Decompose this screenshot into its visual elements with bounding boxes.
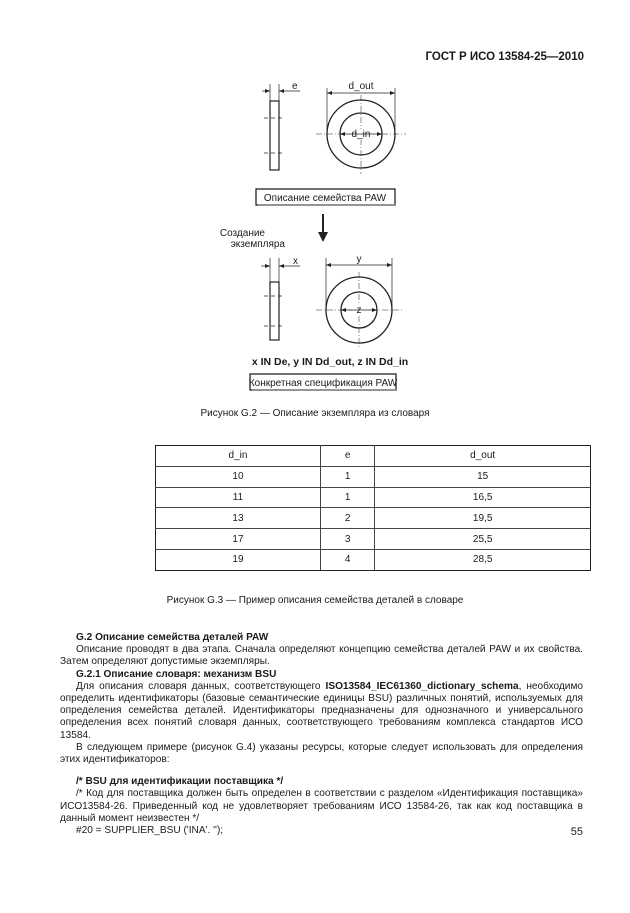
table-cell: 17 [156,529,321,550]
table-cell: 25,5 [375,529,591,550]
table-cell: 19,5 [375,508,591,529]
table-row [156,529,591,550]
table-cell: 13 [156,508,321,529]
arrowhead [265,264,270,268]
label-d-in: d_in [351,129,371,140]
column-header: d_in [156,446,321,467]
paragraph-text: Для описания словаря данных, соответствующего [76,680,326,692]
washer-side-view-bottom [270,282,279,340]
page-number: 55 [570,826,583,838]
arrowhead [390,91,395,95]
table-cell: 1 [320,466,374,487]
code-heading: /* BSU для идентификации поставщика */ [76,776,284,788]
table-cell: 10 [156,466,321,487]
figure-g2-caption: Рисунок G.2 — Описание экземпляра из словаря [200,408,430,419]
table-row [156,549,591,570]
document-header: ГОСТ Р ИСО 13584-25—2010 [425,51,584,63]
arrowhead [372,308,377,312]
arrowhead [387,263,392,267]
arrowhead [327,91,332,95]
washer-side-view-top [270,101,279,170]
table-row [156,487,591,508]
figure-g2-diagram [0,0,630,400]
table-row [156,508,591,529]
table-cell: 16,5 [375,487,591,508]
label-x: x [293,256,298,267]
column-header: e [320,446,374,467]
arrowhead [340,132,345,136]
part-family-table [155,445,591,571]
arrowhead [326,263,331,267]
table-cell: 4 [320,549,374,570]
arrowhead [377,132,382,136]
table-cell: 11 [156,487,321,508]
code-comment: /* Код для поставщика должен быть определен в соответствии с разделом «Идентификация поставщика» ИСО13584-26. Приведенный код не удовлетворяет требованиям ИСО 13584-26, так как код поставщика в данный момент неизвестен */ [60,788,583,824]
table-cell: 2 [320,508,374,529]
label-z: z [356,305,362,316]
section-g2-body [60,632,583,837]
paragraph-text: , необходимо определить идентификаторы (базовые семантические единицы BSU) различных понятий, используемых для определения семейства деталей. Идентификаторы предназначены для однозначного и универсального определения всех понятий словаря данных, соответствующего требованиям комплекса стандартов ИСО 13584. [60,680,583,741]
arrowhead [341,308,346,312]
section-heading: G.2 Описание семейства деталей PAW [76,632,269,643]
arrowhead [279,89,284,93]
column-header: d_out [375,446,591,467]
label-y: y [356,254,362,265]
subsection-heading: G.2.1 Описание словаря: механизм BSU [76,668,277,680]
table-cell: 28,5 [375,549,591,570]
table-header-row [156,446,591,467]
instance-creation-line1: Создание [219,228,265,239]
family-description-label: Описание семейства PAW [263,193,387,204]
paragraph: В следующем примере (рисунок G.4) указаны ресурсы, которые следует использовать для определения этих идентификаторов: [60,741,583,766]
paragraph [60,681,583,742]
table-row [156,466,591,487]
figure-g3-caption: Рисунок G.3 — Пример описания семейства деталей в словаре [166,595,464,606]
arrowhead [279,264,284,268]
label-d-out: d_out [348,81,374,92]
schema-name: ISO13584_IEC61360_dictionary_schema [325,680,519,692]
concrete-spec-label: Конкретная спецификация PAW [248,378,398,389]
paragraph: Описание проводят в два этапа. Сначала определяют концепцию семейства деталей PAW и их свойства. Затем определяют допустимые экземпляры. [60,644,583,668]
label-e: e [292,81,298,92]
arrowhead [265,89,270,93]
instance-arrow-head [318,232,328,242]
table-cell: 15 [375,466,591,487]
instance-creation-line2: экземпляра [230,239,285,250]
instance-formula: x IN De, y IN Dd_out, z IN Dd_in [251,356,409,368]
table-cell: 3 [320,529,374,550]
code-line: #20 = SUPPLIER_BSU ('INA'. ''); [76,825,224,837]
table-cell: 1 [320,487,374,508]
table-cell: 19 [156,549,321,570]
